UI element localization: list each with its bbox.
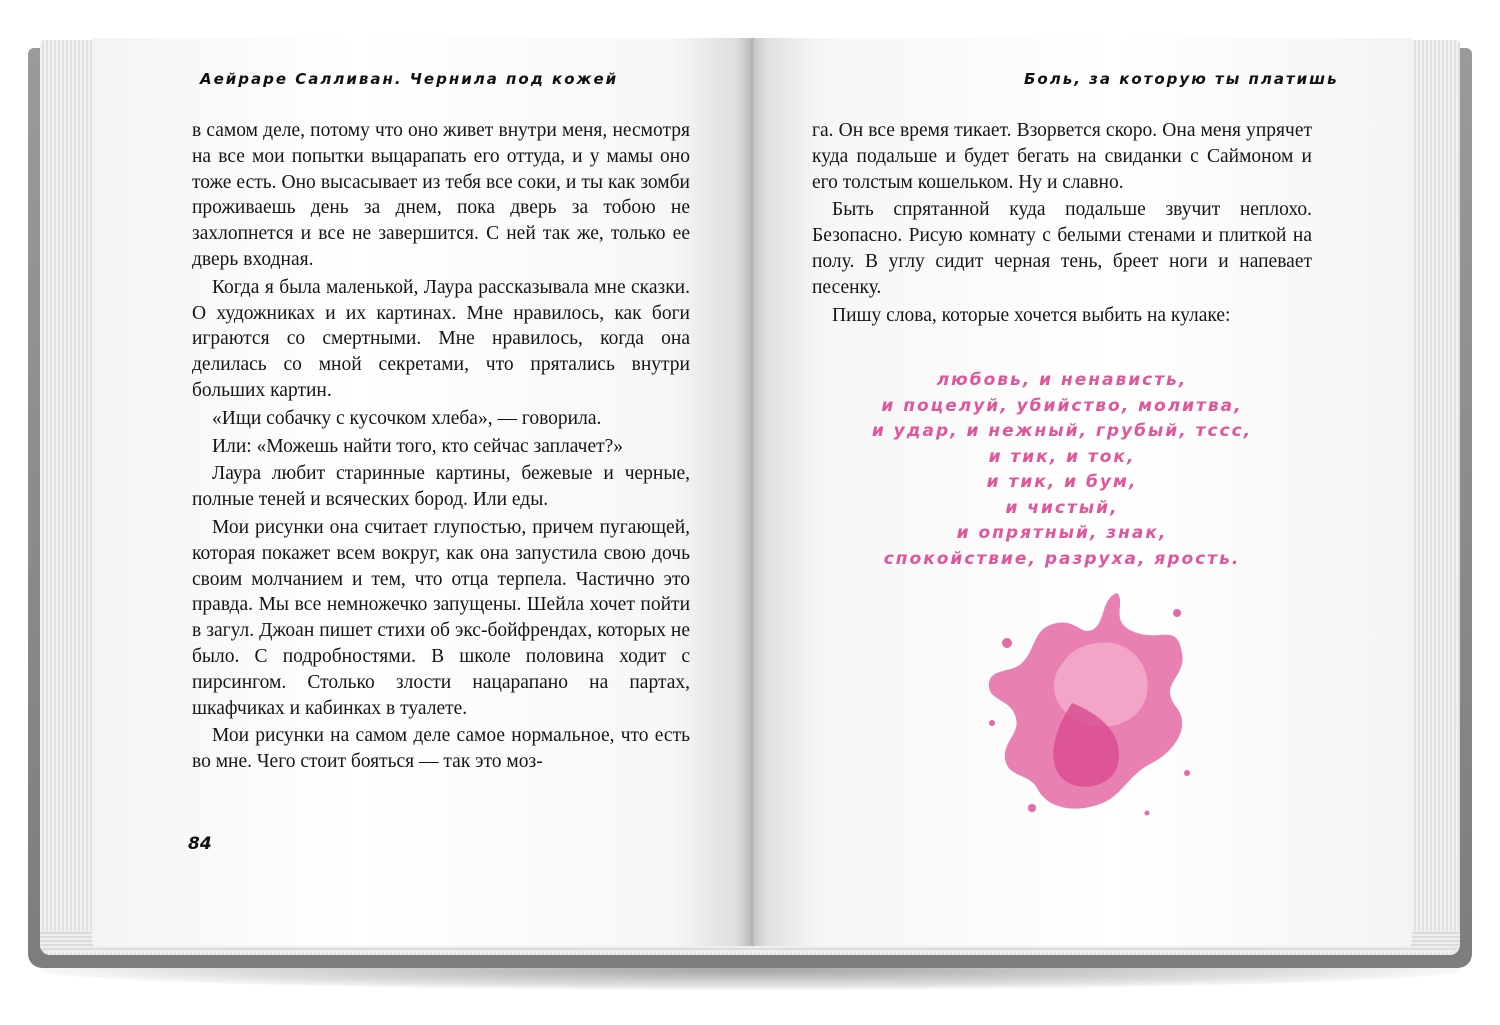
handwritten-poem: [812, 368, 1312, 572]
poem-line: и тик, и бум,: [986, 472, 1138, 492]
book-gutter: [736, 38, 768, 946]
paragraph: Пишу слова, которые хочется выбить на кулаке:: [832, 304, 1231, 326]
right-page-text: [812, 118, 1312, 330]
left-page-text: [192, 118, 690, 777]
page-number: 84: [188, 834, 212, 854]
poem-line: и опрятный, знак,: [956, 523, 1168, 543]
paragraph: Мои рисунки она считает глупостью, причем пугающей, которая покажет всем вокруг, как она запустила свою дочь своим молчанием и тем, что отца терпела. Частично это правда. Мы все немножечко запущены. Шейла хочет пойти в загул. Джоан пишет стихи об экс-бойфрендах, которых не было. С подробностями. В школе половина ходит с пирсингом. Столько злости нацарапано на партах, шкафчиках и кабинках в туалете.: [192, 516, 690, 719]
paragraph: Или: «Можешь найти того, кто сейчас заплачет?»: [212, 435, 624, 457]
poem-line: спокойствие, разруха, ярость.: [883, 548, 1241, 569]
poem-line: и тик, и ток,: [988, 446, 1136, 467]
right-running-head: Боль, за которую ты платишь: [1024, 70, 1339, 88]
paragraph: «Ищи собачку с кусочком хлеба», — говорила.: [212, 407, 602, 429]
paragraph: га. Он все время тикает. Взорвется скоро. Она меня упрячет куда подальше и будет бегать на свиданки с Саймоном и его толстым кошельком. Ну и славно.: [812, 120, 1312, 193]
right-page: [752, 38, 1412, 946]
poem-line: любовь, и ненависть,: [936, 370, 1188, 390]
paragraph: в самом деле, потому что оно живет внутри меня, несмотря на все мои попытки выцарапать его оттуда, и у мамы оно тоже есть. Оно высасывает из тебя все соки, и ты как зомби проживаешь день за днем, пока дверь за тобою не захлопнется и все не завершится. С ней так же, только ее дверь входная.: [192, 120, 690, 270]
paragraph: Лаура любит старинные картины, бежевые и черные, полные теней и всяческих бород. Или еды.: [192, 463, 690, 511]
left-running-head: Аейраре Салливан. Чернила под кожей: [200, 70, 619, 88]
poem-line: и удар, и нежный, грубый, тссс,: [871, 421, 1253, 441]
ink-splash-illustration: [977, 583, 1197, 823]
paragraph: Когда я была маленькой, Лаура рассказывала мне сказки. О художниках и их картинах. Мне нравилось, как боги играются со смертными. Мне нравилось, когда она делилась со мной секретами, что прятались внутри больших картин.: [192, 276, 690, 401]
poem-line: и поцелуй, убийство, молитва,: [881, 395, 1243, 416]
paragraph: Мои рисунки на самом деле самое нормальное, что есть во мне. Чего стоит бояться — так это моз-: [192, 725, 690, 773]
paragraph: Быть спрятанной куда подальше звучит неплохо. Безопасно. Рисую комнату с белыми стенами и плиткой на полу. В углу сидит черная тень, бреет ноги и напевает песенку.: [812, 199, 1312, 298]
left-page: [92, 38, 752, 946]
poem-line: и чистый,: [1005, 497, 1119, 518]
